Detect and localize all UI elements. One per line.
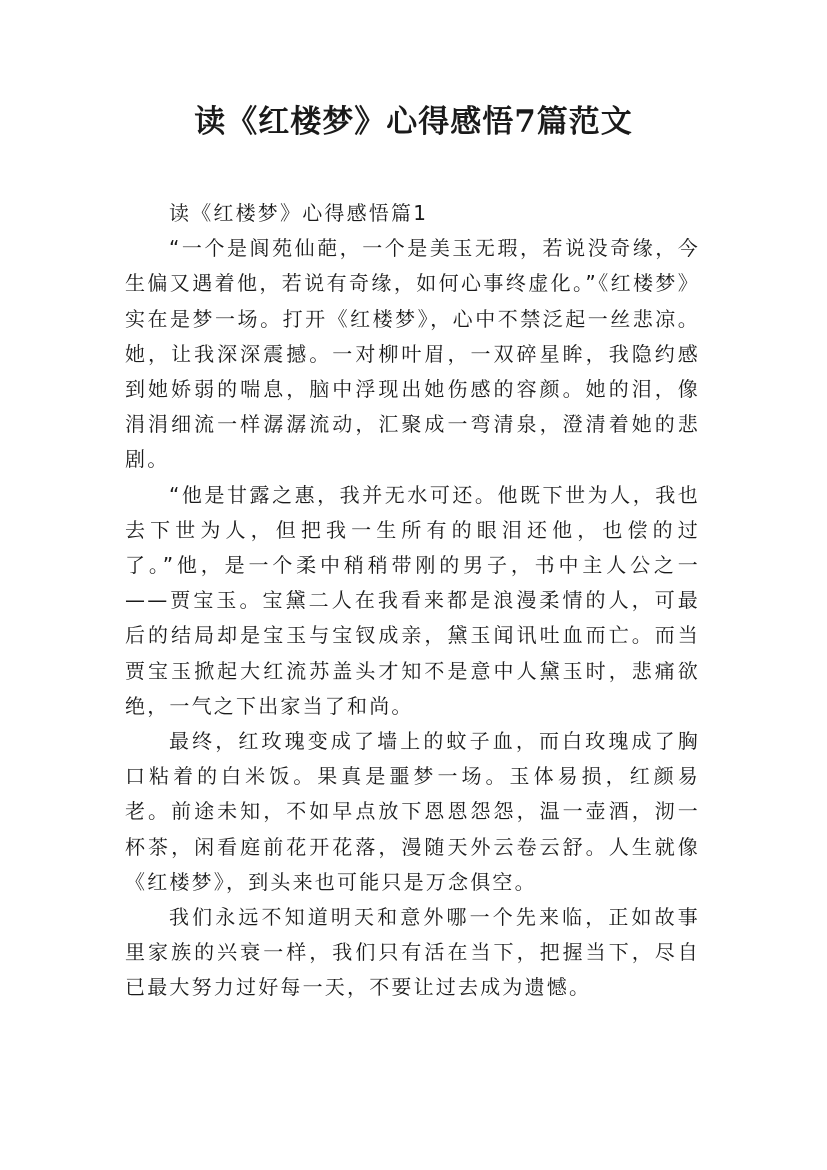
paragraph: “一个是阆苑仙葩，一个是美玉无瑕，若说没奇缘，今生偏又遇着他，若说有奇缘，如何心事终虚化。”《红楼梦》实在是梦一场。打开《红楼梦》，心中不禁泛起一丝悲凉。她，让我深深震撼。一对柳叶眉，一双碎星眸，我隐约感到她娇弱的喘息，脑中浮现出她伤感的容颜。她的泪，像涓涓细流一样潺潺流动，汇聚成一弯清泉，澄清着她的悲剧。 xyxy=(125,236,700,472)
paragraph: 我们永远不知道明天和意外哪一个先来临，正如故事里家族的兴衰一样，我们只有活在当下，把握当下，尽自已最大努力过好每一天，不要让过去成为遗憾。 xyxy=(125,905,700,1000)
document-title: 读《红楼梦》心得感悟7篇范文 xyxy=(194,104,633,140)
paragraph: “他是甘露之惠，我并无水可还。他既下世为人，我也去下世为人，但把我一生所有的眼泪还他，也偿的过了。”他，是一个柔中稍稍带刚的男子，书中主人公之一——贾宝玉。宝黛二人在我看来都是浪漫柔情的人，可最后的结局却是宝玉与宝钗成亲，黛玉闻讯吐血而亡。而当贾宝玉掀起大红流苏盖头才知不是意中人黛玉时，悲痛欲绝，一气之下出家当了和尚。 xyxy=(125,482,700,718)
section-heading: 读《红楼梦》心得感悟篇1 xyxy=(169,201,429,225)
document-body xyxy=(125,196,700,1006)
paragraph: 最终，红玫瑰变成了墙上的蚊子血，而白玫瑰成了胸口粘着的白米饭。果真是噩梦一场。玉体易损，红颜易老。前途未知，不如早点放下恩恩怨怨，温一壶酒，沏一杯茶，闲看庭前花开花落，漫随天外云卷云舒。人生就像《红楼梦》，到头来也可能只是万念俱空。 xyxy=(125,729,700,894)
